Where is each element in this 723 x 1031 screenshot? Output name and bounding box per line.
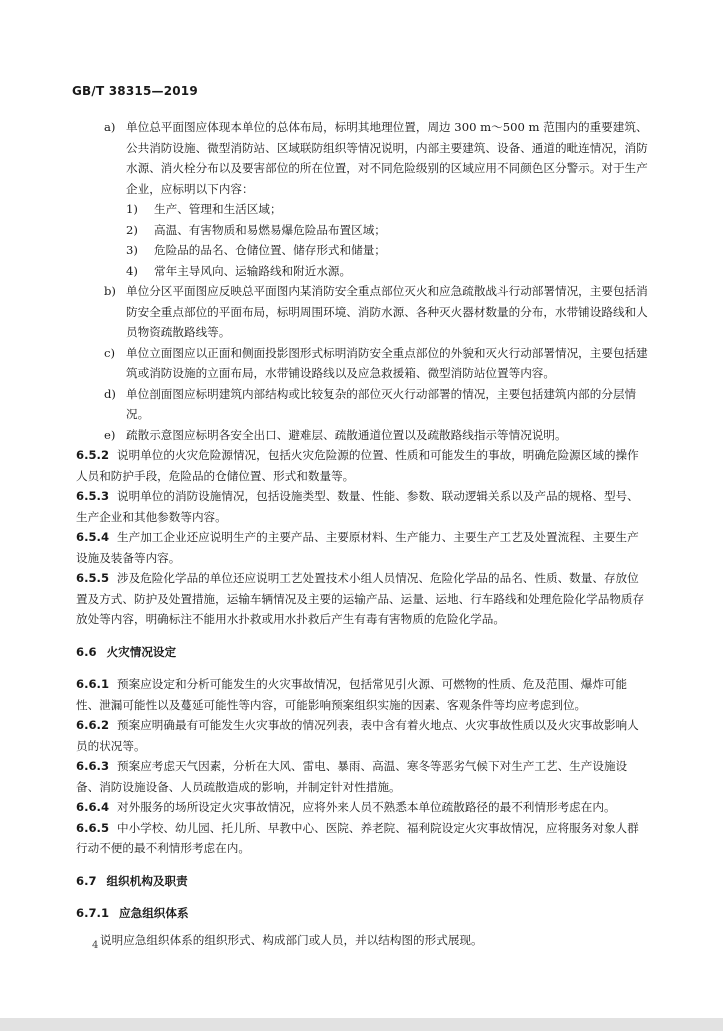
clause-6-5-5	[76, 568, 650, 630]
list-label: e)	[104, 427, 116, 442]
list-item-e	[76, 425, 650, 446]
page-content	[76, 117, 650, 950]
list-item-d	[76, 384, 650, 425]
list-label: d)	[104, 386, 116, 401]
sub-item-4	[76, 261, 650, 282]
clause-number: 6.5.4	[76, 530, 110, 544]
section-heading-6-6	[76, 642, 650, 663]
clause-6-6-1	[76, 674, 650, 715]
standard-number: GB/T 38315—2019	[72, 84, 198, 98]
sub-label: 2)	[126, 222, 138, 237]
section-number: 6.7	[76, 873, 97, 888]
section-heading-6-7	[76, 871, 650, 892]
list-item-a	[76, 117, 650, 199]
sub-item-1	[76, 199, 650, 220]
clause-text: 预案应考虑天气因素，分析在大风、雷电、暴雨、高温、寒冬等恶劣气候下对生产工艺、生产设施设备、消防设施设备、人员疏散造成的影响，并制定针对性措施。	[76, 759, 628, 794]
section-title: 组织机构及职责	[106, 873, 188, 888]
list-item-b	[76, 281, 650, 343]
list-label: b)	[104, 284, 116, 298]
sub-item-3	[76, 240, 650, 261]
list-label: c)	[104, 345, 116, 360]
clause-number: 6.5.5	[76, 571, 110, 585]
page-number: 4	[92, 940, 99, 951]
sub-label: 3)	[126, 243, 138, 257]
list-text: 疏散示意图应标明各安全出口、避难层、疏散通道位置以及疏散路线指示等情况说明。	[126, 427, 567, 442]
list-text: 单位总平面图应体现本单位的总体布局，标明其地理位置，周边 300 m～500 m 范围内的重要建筑、公共消防设施、微型消防站、区域联防组织等情况说明，内部主要建筑、设备、通道的毗连情况，消防水源、消火栓分布以及要害部位的所在位置，对不同危险级别的区域应用不同颜色区分警示。对于生产企业，应标明以下内容：	[126, 120, 648, 196]
clause-text: 生产加工企业还应说明生产的主要产品、主要原材料、生产能力、主要生产工艺及处置流程、主要生产设施及装备等内容。	[76, 530, 639, 565]
clause-text: 预案应设定和分析可能发生的火灾事故情况，包括常见引火源、可燃物的性质、危及范围、爆炸可能性、泄漏可能性以及蔓延可能性等内容，可能影响预案组织实施的因素、客观条件等均应考虑到位。	[76, 677, 628, 712]
sub-item-2	[76, 220, 650, 241]
clause-number: 6.6.5	[76, 820, 110, 835]
section-number: 6.7.1	[76, 906, 110, 920]
paragraph-6-7-1: 说明应急组织体系的组织形式、构成部门或人员，并以结构图的形式展现。	[100, 932, 483, 947]
clause-text: 对外服务的场所设定火灾事故情况，应将外来人员不熟悉本单位疏散路径的最不利情形考虑在内。	[117, 800, 616, 814]
list-text: 单位分区平面图应反映总平面图内某消防安全重点部位灭火和应急疏散战斗行动部署情况，主要包括消防安全重点部位的平面布局，标明周围环境、消防水源、各种灭火器材数量的分布，水带铺设路线和人员物资疏散路线等。	[126, 284, 648, 339]
clause-6-5-4	[76, 527, 650, 568]
section-number: 6.6	[76, 644, 97, 659]
clause-6-5-3	[76, 486, 650, 527]
clause-text: 涉及危险化学品的单位还应说明工艺处置技术小组人员情况、危险化学品的品名、性质、数量、存放位置及方式、防护及处置措施，运输车辆情况及主要的运输产品、运量、运地、行车路线和处理危险化学品物质存放处等内容，明确标注不能用水扑救或用水扑救后产生有毒有害物质的危险化学品。	[76, 571, 645, 626]
clause-number: 6.6.1	[76, 677, 110, 691]
clause-number: 6.6.2	[76, 718, 110, 732]
list-text: 单位剖面图应标明建筑内部结构或比较复杂的部位灭火行动部署的情况，主要包括建筑内部的分层情况。	[126, 386, 637, 421]
clause-number: 6.6.4	[76, 800, 110, 814]
clause-text: 中小学校、幼儿园、托儿所、早教中心、医院、养老院、福利院设定火灾事故情况，应将服务对象人群行动不便的最不利情形考虑在内。	[76, 820, 639, 855]
section-title: 火灾情况设定	[106, 644, 177, 659]
section-title: 应急组织体系	[119, 906, 189, 920]
clause-number: 6.6.3	[76, 759, 110, 773]
sub-text: 高温、有害物质和易燃易爆危险品布置区域；	[154, 222, 386, 237]
section-heading-6-7-1	[76, 903, 650, 924]
sub-label: 1)	[126, 202, 138, 216]
sub-label: 4)	[126, 263, 138, 278]
clause-number: 6.5.2	[76, 448, 110, 462]
clause-6-6-3	[76, 756, 650, 797]
clause-text: 说明单位的火灾危险源情况，包括火灾危险源的位置、性质和可能发生的事故，明确危险源区域的操作人员和防护手段，危险品的仓储位置、形式和数量等。	[76, 448, 639, 483]
clause-6-6-4	[76, 797, 650, 818]
clause-6-5-2	[76, 445, 650, 486]
list-item-c	[76, 343, 650, 384]
clause-6-6-2	[76, 715, 650, 756]
clause-text: 预案应明确最有可能发生火灾事故的情况列表，表中含有着火地点、火灾事故性质以及火灾事故影响人员的状况等。	[76, 718, 639, 753]
clause-6-6-5	[76, 818, 650, 859]
sub-text: 危险品的品名、仓储位置、储存形式和储量；	[154, 243, 386, 257]
sub-text: 常年主导风向、运输路线和附近水源。	[154, 263, 352, 278]
sub-text: 生产、管理和生活区域；	[154, 202, 282, 216]
clause-text: 说明单位的消防设施情况，包括设施类型、数量、性能、参数、联动逻辑关系以及产品的规格、型号、生产企业和其他参数等内容。	[76, 489, 639, 524]
list-text: 单位立面图应以正面和侧面投影图形式标明消防安全重点部位的外貌和灭火行动部署情况，主要包括建筑或消防设施的立面布局，水带铺设路线以及应急救援箱、微型消防站位置等内容。	[126, 345, 648, 380]
clause-number: 6.5.3	[76, 489, 110, 503]
list-label: a)	[104, 120, 116, 134]
viewer-bottom-strip	[0, 1018, 723, 1031]
